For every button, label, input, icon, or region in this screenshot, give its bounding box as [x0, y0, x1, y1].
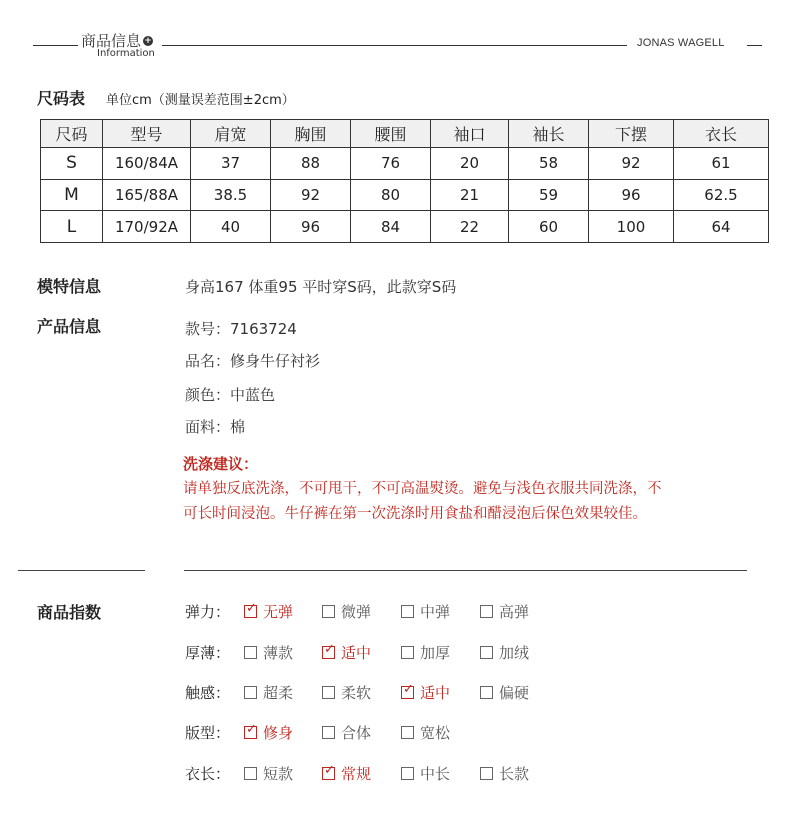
index-option-thickness[interactable]: [480, 642, 529, 663]
checkbox-icon[interactable]: [480, 605, 493, 618]
table-cell: 59: [509, 179, 589, 211]
table-cell: 92: [271, 179, 351, 211]
index-row-label-length: 衣长：: [185, 765, 231, 783]
header-subtitle: Information: [97, 48, 155, 59]
checkbox-icon[interactable]: [401, 726, 414, 739]
index-option-label: 中弹: [420, 603, 451, 621]
checkbox-icon[interactable]: [244, 767, 257, 780]
index-option-label: 无弹: [263, 603, 294, 621]
index-option-touch[interactable]: [322, 682, 371, 703]
table-row: [41, 148, 769, 180]
header-rule-right: [747, 45, 762, 46]
index-option-label: 常规: [341, 765, 372, 783]
size-table: [40, 119, 769, 243]
table-cell: 96: [271, 211, 351, 243]
check-mark-icon: ✓: [403, 682, 414, 697]
index-option-label: 加厚: [420, 644, 451, 662]
table-cell: S: [41, 148, 103, 180]
index-option-label: 超柔: [263, 684, 294, 702]
table-cell: 170/92A: [103, 211, 191, 243]
table-cell: 21: [431, 179, 509, 211]
index-option-length[interactable]: [244, 763, 293, 784]
col-header: 腰围: [351, 120, 431, 148]
checkbox-icon[interactable]: [480, 767, 493, 780]
product-index-label: 商品指数: [37, 603, 102, 622]
col-header: 下摆: [589, 120, 674, 148]
table-cell: 100: [589, 211, 674, 243]
index-option-label: 适中: [420, 684, 451, 702]
col-header: 尺码: [41, 120, 103, 148]
checkbox-checked-icon[interactable]: [401, 682, 414, 699]
col-header: 型号: [103, 120, 191, 148]
size-chart-title: 尺码表: [37, 89, 86, 108]
index-row-label-touch: 触感：: [185, 684, 231, 702]
checkbox-icon[interactable]: [244, 646, 257, 659]
col-header: 肩宽: [191, 120, 271, 148]
index-option-thickness[interactable]: [244, 642, 293, 663]
index-option-touch[interactable]: [244, 682, 293, 703]
checkbox-icon[interactable]: [480, 646, 493, 659]
index-option-thickness[interactable]: [322, 642, 371, 663]
checkbox-icon[interactable]: [322, 605, 335, 618]
table-cell: 92: [589, 148, 674, 180]
table-cell: 62.5: [674, 179, 769, 211]
wash-advice-title: 洗涤建议：: [183, 455, 259, 473]
size-table-header: [41, 120, 769, 148]
checkbox-icon[interactable]: [244, 686, 257, 699]
checkbox-icon[interactable]: [322, 726, 335, 739]
index-option-label: 长款: [499, 765, 530, 783]
table-cell: 160/84A: [103, 148, 191, 180]
checkbox-checked-icon[interactable]: [322, 642, 335, 659]
product-color: 颜色：中蓝色: [185, 386, 276, 404]
index-option-label: 柔软: [341, 684, 372, 702]
index-option-length[interactable]: [480, 763, 529, 784]
product-fabric: 面料：棉: [185, 418, 246, 436]
index-option-fit[interactable]: [401, 722, 450, 743]
table-cell: L: [41, 211, 103, 243]
col-header: 袖长: [509, 120, 589, 148]
table-cell: 88: [271, 148, 351, 180]
table-row: [41, 211, 769, 243]
checkbox-checked-icon[interactable]: [244, 722, 257, 739]
table-cell: 38.5: [191, 179, 271, 211]
checkbox-checked-icon[interactable]: [322, 763, 335, 780]
index-option-elasticity[interactable]: [480, 601, 529, 622]
index-option-touch[interactable]: [480, 682, 529, 703]
checkbox-checked-icon[interactable]: [244, 601, 257, 618]
table-cell: M: [41, 179, 103, 211]
index-option-touch[interactable]: [401, 682, 450, 703]
index-option-label: 中长: [420, 765, 451, 783]
table-cell: 61: [674, 148, 769, 180]
index-option-fit[interactable]: [244, 722, 293, 743]
plus-icon: +: [144, 36, 152, 46]
model-info-label: 模特信息: [37, 277, 102, 296]
table-cell: 37: [191, 148, 271, 180]
table-cell: 80: [351, 179, 431, 211]
index-option-thickness[interactable]: [401, 642, 450, 663]
table-cell: 76: [351, 148, 431, 180]
size-chart-unit: 单位cm（测量误差范围±2cm）: [106, 93, 295, 108]
header-rule-left: [33, 45, 78, 46]
table-cell: 96: [589, 179, 674, 211]
checkbox-icon[interactable]: [322, 686, 335, 699]
check-mark-icon: ✓: [246, 601, 257, 616]
index-row-label-elasticity: 弹力：: [185, 603, 231, 621]
table-cell: 60: [509, 211, 589, 243]
index-option-length[interactable]: [322, 763, 371, 784]
index-option-label: 偏硬: [499, 684, 530, 702]
index-option-label: 修身: [263, 724, 294, 742]
index-option-length[interactable]: [401, 763, 450, 784]
index-row-label-fit: 版型：: [185, 724, 231, 742]
index-option-label: 适中: [341, 644, 372, 662]
check-mark-icon: ✓: [324, 642, 335, 657]
table-cell: 64: [674, 211, 769, 243]
table-cell: 40: [191, 211, 271, 243]
checkbox-icon[interactable]: [401, 646, 414, 659]
wash-advice-text: 请单独反底洗涤，不可甩干，不可高温熨烫。避免与浅色衣服共同洗涤，不可长时间浸泡。牛仔裤在第一次洗涤时用食盐和醋浸泡后保色效果较佳。: [183, 481, 662, 522]
product-info-label: 产品信息: [37, 317, 102, 336]
col-header: 袖口: [431, 120, 509, 148]
index-option-label: 薄款: [263, 644, 294, 662]
index-option-label: 短款: [263, 765, 294, 783]
table-cell: 22: [431, 211, 509, 243]
index-option-fit[interactable]: [322, 722, 371, 743]
index-row-label-thickness: 厚薄：: [185, 644, 231, 662]
index-option-label: 合体: [341, 724, 372, 742]
checkbox-icon[interactable]: [480, 686, 493, 699]
model-info-value: 身高167 体重95 平时穿S码，此款穿S码: [185, 278, 457, 296]
check-mark-icon: ✓: [324, 763, 335, 778]
table-cell: 58: [509, 148, 589, 180]
brand-name: JONAS WAGELL: [637, 37, 725, 49]
table-cell: 165/88A: [103, 179, 191, 211]
index-option-label: 宽松: [420, 724, 451, 742]
product-style-no: 款号：7163724: [185, 320, 297, 338]
header-title-cn: 商品信息: [81, 32, 142, 50]
table-row: [41, 179, 769, 211]
check-mark-icon: ✓: [246, 722, 257, 737]
checkbox-icon[interactable]: [401, 767, 414, 780]
header-rule-middle: [162, 45, 627, 46]
index-option-label: 加绒: [499, 644, 530, 662]
section-divider-right: [184, 570, 747, 571]
index-option-elasticity[interactable]: [322, 601, 371, 622]
col-header: 衣长: [674, 120, 769, 148]
index-option-label: 高弹: [499, 603, 530, 621]
index-option-label: 微弹: [341, 603, 372, 621]
table-cell: 84: [351, 211, 431, 243]
index-option-elasticity[interactable]: [401, 601, 450, 622]
product-name: 品名：修身牛仔衬衫: [185, 352, 321, 370]
table-cell: 20: [431, 148, 509, 180]
section-divider-left: [18, 570, 145, 571]
index-option-elasticity[interactable]: [244, 601, 293, 622]
col-header: 胸围: [271, 120, 351, 148]
checkbox-icon[interactable]: [401, 605, 414, 618]
